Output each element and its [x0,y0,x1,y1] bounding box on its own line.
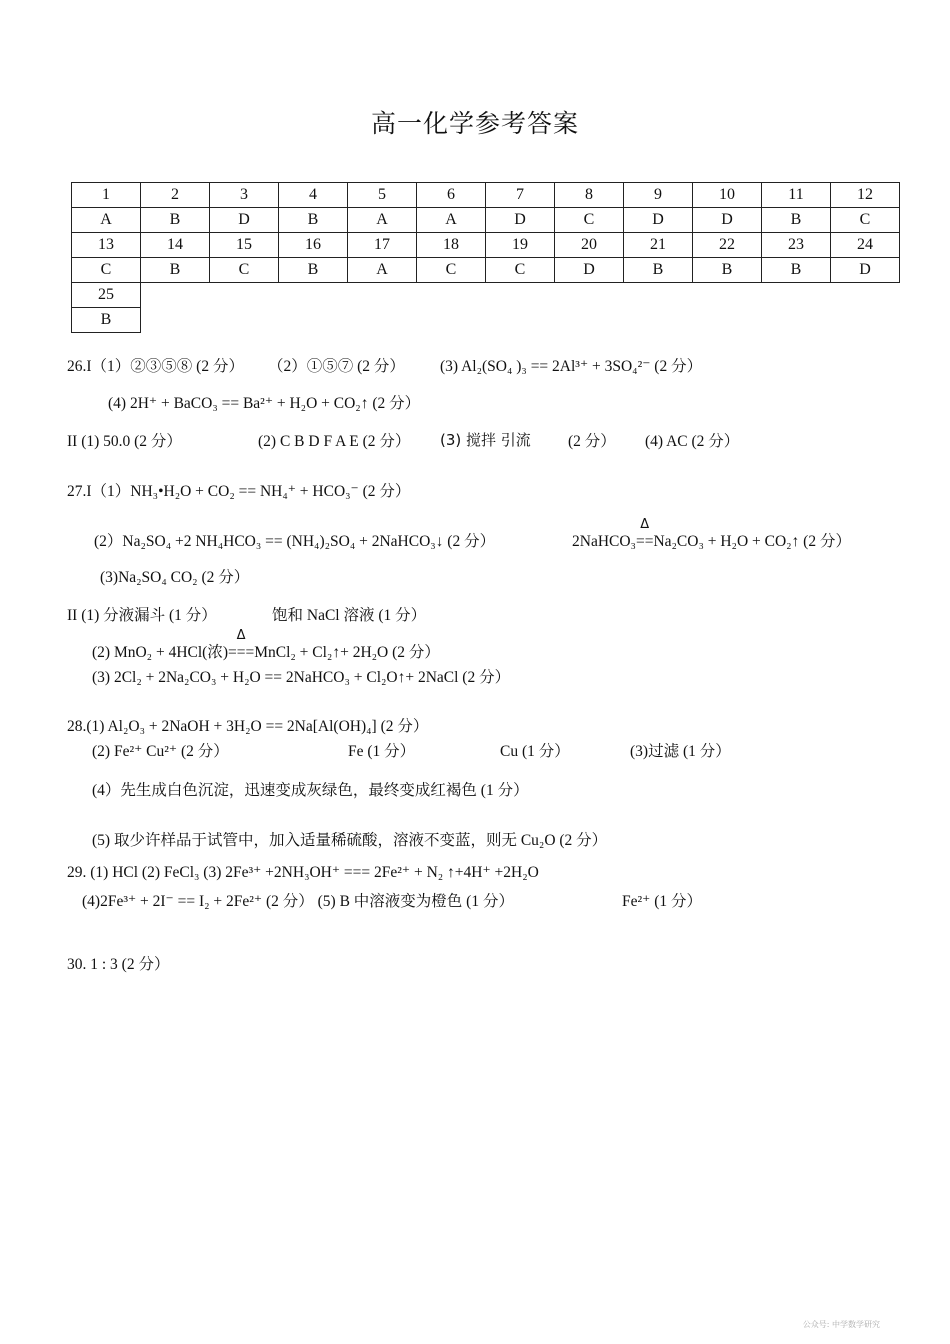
empty-cell [210,283,279,308]
answer-cell: 18 [417,233,486,258]
q27-line-2a: (2）Na₂SO₄ +2 NH₄HCO₃ == (NH₄)₂SO₄ + 2NaHCO₃↓ (2 分） [94,533,496,550]
answer-cell: 16 [279,233,348,258]
q29-line-1: 29. (1) HCl (2) FeCl₃ (3) 2Fe³⁺ +2NH₃OH⁺ === 2Fe²⁺ + N₂ ↑+4H⁺ +2H₂O [67,864,539,881]
answer-table-row [72,283,900,308]
answer-cell: 8 [555,183,624,208]
empty-cell [555,308,624,333]
answer-cell: D [831,258,900,283]
answer-cell: 24 [831,233,900,258]
answer-cell: 25 [72,283,141,308]
empty-cell [693,308,762,333]
answer-cell: 15 [210,233,279,258]
answer-cell: 3 [210,183,279,208]
q27-line-2b [572,517,851,551]
answer-cell: 12 [831,183,900,208]
empty-cell [279,308,348,333]
q27-line-1: 27.I（1）NH₃•H₂O + CO₂ == NH₄⁺ + HCO₃⁻ (2 分） [67,483,411,500]
answer-table-row [72,308,900,333]
q26-line-3a: II (1) 50.0 (2 分） [67,433,182,450]
equals-sign-2: === [227,644,255,661]
answer-cell: C [555,208,624,233]
answer-cell: A [72,208,141,233]
q27-l5-left: (2) MnO₂ + 4HCl(浓) [92,644,228,661]
equals-sign: == [635,533,654,550]
empty-cell [486,283,555,308]
answer-cell: B [141,208,210,233]
q28-line-4: (5) 取少许样品于试管中，加入适量稀硫酸，溶液不变蓝，则无 Cu₂O (2 分） [92,832,608,849]
q27-line-3: (3)Na₂SO₄ CO₂ (2 分） [100,569,250,586]
empty-cell [693,283,762,308]
q29-line-2b: Fe²⁺ (1 分） [622,893,702,910]
q30-line-1: 30. 1 : 3 (2 分） [67,956,170,973]
answer-cell: 11 [762,183,831,208]
empty-cell [831,283,900,308]
answer-cell: B [762,208,831,233]
answer-cell: D [624,208,693,233]
empty-cell [486,308,555,333]
answer-cell: 14 [141,233,210,258]
answer-cell: 7 [486,183,555,208]
q29-line-2a: (4)2Fe³⁺ + 2I⁻ == I₂ + 2Fe²⁺ (2 分） (5) B 中溶液变为橙色 (1 分） [82,893,514,910]
answer-cell: B [141,258,210,283]
q28-line-2d: (3)过滤 (1 分） [630,743,731,760]
q26-line-3d: (2 分） [568,433,616,450]
answer-cell: A [348,258,417,283]
empty-cell [555,283,624,308]
answer-table-row [72,183,900,208]
answer-table-row [72,208,900,233]
answer-cell: D [210,208,279,233]
answer-cell: 9 [624,183,693,208]
answer-cell: C [417,258,486,283]
empty-cell [417,283,486,308]
answer-cell: A [417,208,486,233]
q28-line-2c: Cu (1 分） [500,743,570,760]
empty-cell [348,283,417,308]
q27-line-4b: 饱和 NaCl 溶液 (1 分） [272,607,427,624]
answer-cell: 10 [693,183,762,208]
q26-line-1a: 26.I（1）②③⑤⑧ (2 分） [67,358,244,375]
answer-cell: 17 [348,233,417,258]
q27-line-5 [92,628,440,662]
answer-cell: C [72,258,141,283]
q26-line-1c: (3) Al₂(SO₄ )₃ == 2Al³⁺ + 3SO₄²⁻ (2 分） [440,358,703,375]
answer-cell: 13 [72,233,141,258]
heating-equals-2 [227,628,255,662]
empty-cell [141,308,210,333]
answer-cell: B [279,258,348,283]
q26-line-3c: (3) 搅拌 引流 [440,431,531,449]
answer-cell: B [762,258,831,283]
delta-symbol: Δ [640,517,650,532]
answer-cell: B [693,258,762,283]
answer-cell: D [486,208,555,233]
answer-cell: C [831,208,900,233]
answer-cell: B [624,258,693,283]
answer-cell: 2 [141,183,210,208]
page-title: 高一化学参考答案 [370,109,579,138]
answer-cell: 22 [693,233,762,258]
empty-cell [762,308,831,333]
empty-cell [210,308,279,333]
answer-table-row [72,233,900,258]
empty-cell [762,283,831,308]
q26-line-3e: (4) AC (2 分） [645,433,740,450]
answer-cell: 20 [555,233,624,258]
answer-cell: B [279,208,348,233]
answer-cell: 1 [72,183,141,208]
answer-cell: C [210,258,279,283]
empty-cell [831,308,900,333]
footer-watermark: 公众号: 中学数学研究 [802,1320,880,1329]
answer-cell: D [555,258,624,283]
q28-line-3: (4）先生成白色沉淀，迅速变成灰绿色，最终变成红褐色 (1 分） [92,782,529,799]
answer-cell: 21 [624,233,693,258]
q27-eq-right: Na₂CO₃ + H₂O + CO₂↑ (2 分） [653,533,851,550]
q26-line-3b: (2) C B D F A E (2 分） [258,433,411,450]
q27-eq-left: 2NaHCO₃ [572,533,636,550]
empty-cell [624,283,693,308]
q27-l5-right: MnCl₂ + Cl₂↑+ 2H₂O (2 分） [254,644,440,661]
answer-table-row [72,258,900,283]
empty-cell [141,283,210,308]
answer-cell: 19 [486,233,555,258]
empty-cell [624,308,693,333]
answer-cell: 6 [417,183,486,208]
heating-equals [635,517,654,551]
empty-cell [417,308,486,333]
answer-cell: C [486,258,555,283]
q26-line-1b: （2）①⑤⑦ (2 分） [268,358,405,375]
answer-cell: D [693,208,762,233]
empty-cell [348,308,417,333]
q26-line-2: (4) 2H⁺ + BaCO₃ == Ba²⁺ + H₂O + CO₂↑ (2 分） [108,395,421,412]
answer-cell: A [348,208,417,233]
q27-line-6: (3) 2Cl₂ + 2Na₂CO₃ + H₂O == 2NaHCO₃ + Cl₂O↑+ 2NaCl (2 分） [92,669,511,686]
answer-cell: B [72,308,141,333]
answer-cell: 4 [279,183,348,208]
answer-cell: 5 [348,183,417,208]
empty-cell [279,283,348,308]
q28-line-1: 28.(1) Al₂O₃ + 2NaOH + 3H₂O == 2Na[Al(OH)₄] (2 分） [67,718,429,735]
answer-table [71,182,900,333]
delta-symbol-2: Δ [236,628,246,643]
q28-line-2b: Fe (1 分） [348,743,416,760]
answer-cell: 23 [762,233,831,258]
q27-line-4a: II (1) 分液漏斗 (1 分） [67,607,217,624]
q28-line-2a: (2) Fe²⁺ Cu²⁺ (2 分） [92,743,229,760]
